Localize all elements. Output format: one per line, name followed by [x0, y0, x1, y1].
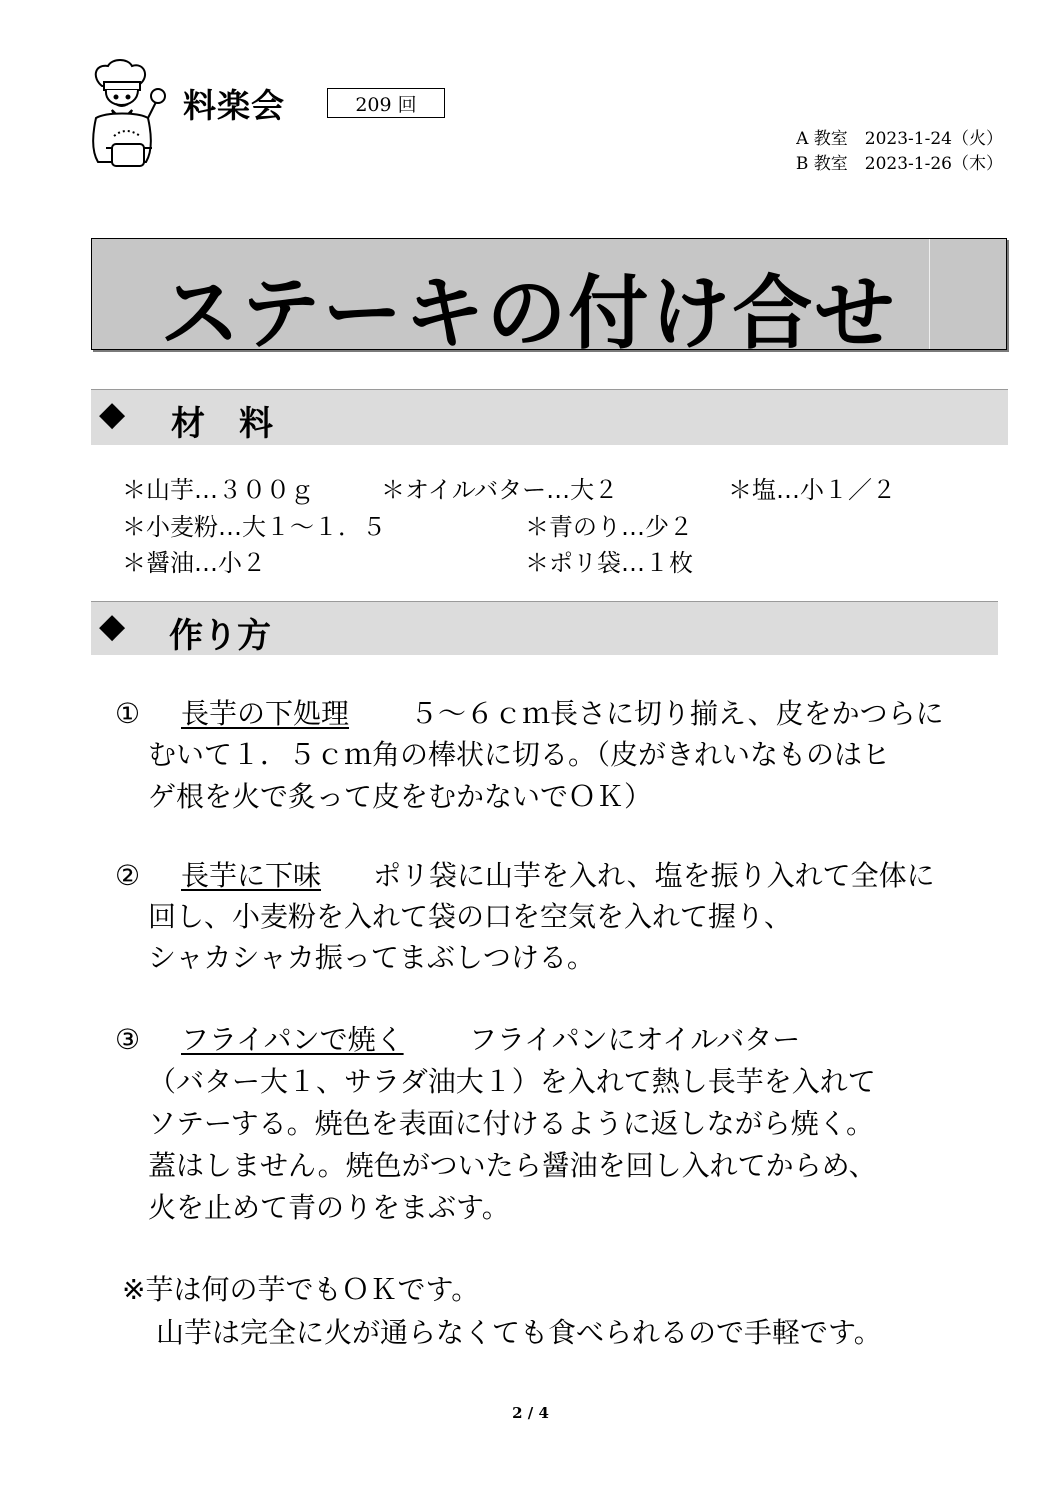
step-line: ゲ根を火で炙って皮をむかないでＯＫ）	[148, 780, 653, 813]
step-line: ポリ袋に山芋を入れ、塩を振り入れて全体に	[373, 859, 935, 892]
method-label: 作り方	[169, 616, 271, 656]
step-line: 火を止めて青のりをまぶす。	[148, 1191, 510, 1224]
ingredient-item: ＊山芋…３００ｇ	[122, 476, 314, 504]
step-line: ５～６ｃｍ長さに切り揃え、皮をかつらに	[410, 697, 944, 730]
schedule-a: A 教室 2023-1-24（火）	[796, 129, 1003, 149]
step-number: ①	[115, 697, 141, 730]
ingredient-item: ＊塩…小１／２	[728, 476, 896, 504]
ingredient-item: ＊醤油…小２	[122, 549, 266, 577]
ingredient-item: ＊青のり…少２	[525, 513, 693, 541]
chef-logo-icon	[82, 56, 172, 176]
step-line: ソテーする。焼色を表面に付けるように返しながら焼く。	[148, 1107, 875, 1140]
method-header	[91, 601, 998, 655]
schedule-b: B 教室 2023-1-26（木）	[795, 154, 1003, 174]
step-line: シャカシャカ振ってまぶしつける。	[148, 941, 595, 974]
brand-name: 料楽会	[183, 86, 285, 125]
step-line: （バター大１、サラダ油大１）を入れて熱し長芋を入れて	[148, 1065, 876, 1098]
step-heading: 長芋に下味	[181, 859, 322, 892]
note-line-2: 山芋は完全に火が通らなくても食べられるので手軽です。	[156, 1316, 882, 1349]
ingredients-header	[91, 389, 1008, 445]
page-number: 2 / 4	[512, 1404, 549, 1422]
diamond-icon: ◆	[99, 606, 126, 646]
step-heading: フライパンで焼く	[181, 1023, 404, 1056]
title-divider	[929, 239, 930, 349]
step-line: 蓋はしません。焼色がついたら醤油を回し入れてからめ、	[148, 1149, 877, 1182]
page-title: ステーキの付け合せ	[160, 267, 897, 360]
step-number: ③	[115, 1023, 141, 1056]
step-line: フライパンにオイルバター	[469, 1023, 801, 1056]
note-line-1: ※芋は何の芋でもＯＫです。	[122, 1273, 480, 1306]
issue-number: 209 回	[327, 88, 445, 118]
ingredient-item: ＊小麦粉…大１～１．５	[122, 513, 386, 541]
ingredient-item: ＊ポリ袋…１枚	[525, 549, 693, 577]
step-heading: 長芋の下処理	[181, 697, 350, 730]
ingredients-label: 材 料	[171, 404, 273, 444]
step-line: むいて１．５ｃｍ角の棒状に切る。（皮がきれいなものはヒ	[148, 738, 891, 771]
diamond-icon: ◆	[99, 394, 126, 434]
title-banner	[91, 238, 1007, 360]
step-number: ②	[115, 859, 141, 892]
ingredient-item: ＊オイルバター…大２	[381, 476, 619, 504]
step-line: 回し、小麦粉を入れて袋の口を空気を入れて握り、	[148, 900, 793, 933]
